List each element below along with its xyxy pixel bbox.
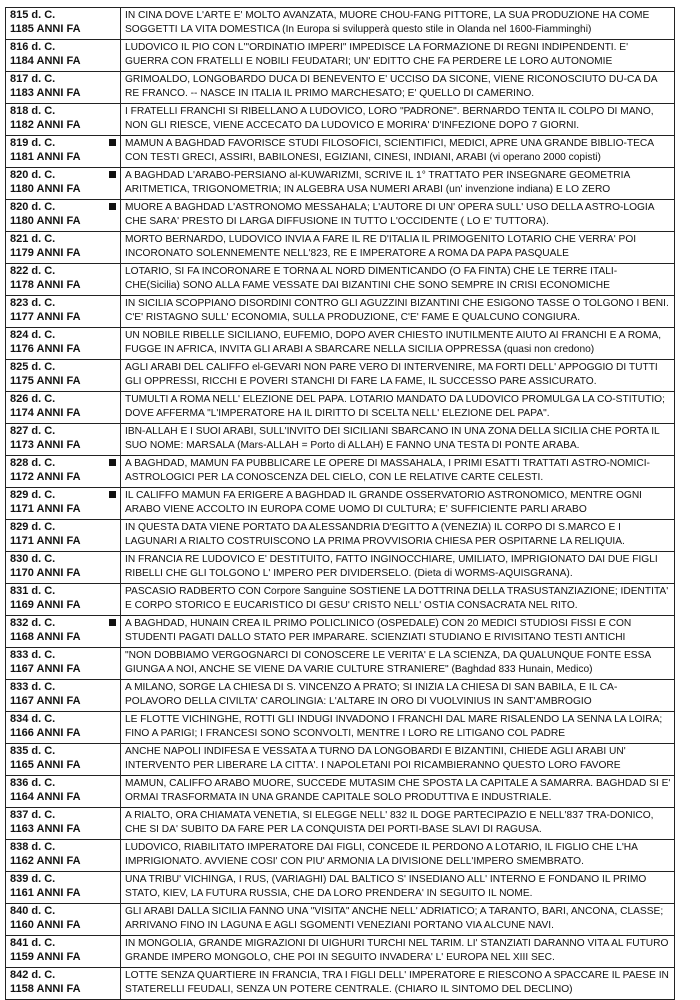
event-cell — [121, 104, 675, 136]
year-label: 833 d. C. — [10, 649, 56, 661]
event-cell — [121, 168, 675, 200]
event-text: GLI ARABI DALLA SICILIA FANNO UNA "VISITA" ANCHE NELL' ADRIATICO; A TARANTO, BARI, ANCONA, CLASSE; ARRIVANO FINO IN LAGUNA E AGLI SGOMENTI VENEZIANI PORTANO VIA ALCUNE NAVI. — [125, 906, 664, 931]
table-row — [6, 616, 675, 648]
event-cell — [121, 296, 675, 328]
event-text: UN NOBILE RIBELLE SICILIANO, EUFEMIO, DOPO AVER CHIESTO INUTILMENTE AIUTO AI FRANCHI E A ROMA, FUGGE IN AFRICA, INVITA GLI ARABI A SBARCARE NELLA SICILIA OPPRESSA (quasi non credono) — [125, 330, 662, 355]
years-ago-label: 1175 ANNI FA — [10, 374, 81, 387]
event-cell — [121, 488, 675, 520]
years-ago-label: 1161 ANNI FA — [10, 886, 81, 899]
years-ago-label: 1167 ANNI FA — [10, 694, 81, 707]
event-cell — [121, 616, 675, 648]
years-ago-label: 1170 ANNI FA — [10, 566, 81, 579]
bullet-marker-icon — [109, 459, 116, 466]
years-ago-label: 1180 ANNI FA — [10, 214, 81, 227]
table-row — [6, 712, 675, 744]
event-text: IN CINA DOVE L'ARTE E' MOLTO AVANZATA, MUORE CHOU-FANG PITTORE, LA SUA PRODUZIONE HA COME SOGGETTI LA VITA DOMESTICA (In Europa si svilupperà questo stile in Olanda nel 1600-Fiamminghi) — [125, 10, 650, 35]
table-row — [6, 328, 675, 360]
years-ago-label: 1182 ANNI FA — [10, 118, 81, 131]
event-cell — [121, 776, 675, 808]
table-row — [6, 776, 675, 808]
event-text: GRIMOALDO, LONGOBARDO DUCA DI BENEVENTO E' UCCISO DA SICONE, VIENE RICONOSCIUTO DU-CA DA RE FRANCO. -- NASCE IN ITALIA IL PRIMO MARCHESATO; E' QUELLO DI CAMERINO. — [125, 74, 657, 99]
event-text: LUDOVICO, RIABILITATO IMPERATORE DAI FIGLI, CONCEDE IL PERDONO A LOTARIO, IL FIGLIO CHE L'HA IMPRIGIONATO. AVVIENE COSI' CON PIU' ARMONIA LA DIVISIONE DELL'IMPERO SMEMBRATO. — [125, 842, 638, 867]
year-label: 839 d. C. — [10, 873, 56, 885]
year-label: 824 d. C. — [10, 329, 56, 341]
event-cell — [121, 712, 675, 744]
event-text: A MILANO, SORGE LA CHIESA DI S. VINCENZO A PRATO; SI INIZIA LA CHIESA DI SAN BABILA, E IL CA-POLAVORO DELLA CIVILTA' CAROLINGIA: L'ALTARE IN ORO DI VUOLVINIUS IN SANT'AMBROGIO — [125, 682, 618, 707]
date-cell — [6, 168, 121, 200]
event-text: IN MONGOLIA, GRANDE MIGRAZIONI DI UIGHURI TURCHI NEL TARIM. LI' STANZIATI DARANNO VITA AL FUTURO GRANDE IMPERO MONGOLO, CHE POI IN SEGUITO INVADERA' L' EUROPA NEL XIII SEC. — [125, 938, 669, 963]
year-label: 838 d. C. — [10, 841, 56, 853]
bullet-marker-icon — [109, 139, 116, 146]
date-cell — [6, 808, 121, 840]
bullet-marker-icon — [109, 203, 116, 210]
table-row — [6, 456, 675, 488]
table-row — [6, 264, 675, 296]
year-label: 826 d. C. — [10, 393, 56, 405]
date-cell — [6, 552, 121, 584]
date-cell — [6, 424, 121, 456]
event-cell — [121, 40, 675, 72]
event-cell — [121, 904, 675, 936]
date-cell — [6, 296, 121, 328]
table-row — [6, 584, 675, 616]
table-row — [6, 8, 675, 40]
date-cell — [6, 936, 121, 968]
years-ago-label: 1183 ANNI FA — [10, 86, 81, 99]
year-label: 821 d. C. — [10, 233, 56, 245]
event-cell — [121, 584, 675, 616]
table-row — [6, 904, 675, 936]
years-ago-label: 1165 ANNI FA — [10, 758, 81, 771]
event-text: AGLI ARABI DEL CALIFFO el-GEVARI NON PARE VERO DI INTERVENIRE, MA FORTI DELL' APPOGGIO DI TUTTI GLI OPPRESSI, RICCHI E POVERI STANCHI DI FARE LA FAME, IL SUCCESSO PARE ASSICURATO. — [125, 362, 658, 387]
event-cell — [121, 520, 675, 552]
year-label: 816 d. C. — [10, 41, 56, 53]
years-ago-label: 1169 ANNI FA — [10, 598, 81, 611]
year-label: 837 d. C. — [10, 809, 56, 821]
chronology-rows — [6, 8, 675, 1000]
year-label: 818 d. C. — [10, 105, 56, 117]
event-cell — [121, 680, 675, 712]
event-text: IN FRANCIA RE LUDOVICO E' DESTITUITO, FATTO INGINOCCHIARE, UMILIATO, IMPRIGIONATO DAI DUE FIGLI RIBELLI CHE GLI TOLGONO L' IMPERO PER DIVIDERSELO. (Dieta di WORMS-AQUISGRANA). — [125, 554, 658, 579]
year-label: 820 d. C. — [10, 201, 56, 213]
bullet-marker-icon — [109, 491, 116, 498]
table-row — [6, 872, 675, 904]
event-text: IL CALIFFO MAMUN FA ERIGERE A BAGHDAD IL GRANDE OSSERVATORIO ASTRONOMICO, MENTRE OGNI ARABO VIENE ACCOLTO IN EUROPA COME UOMO DI CULTURA; E' SUFFICIENTE PARLI ARABO — [125, 490, 643, 515]
date-cell — [6, 680, 121, 712]
year-label: 831 d. C. — [10, 585, 56, 597]
year-label: 822 d. C. — [10, 265, 56, 277]
years-ago-label: 1180 ANNI FA — [10, 182, 81, 195]
table-row — [6, 392, 675, 424]
event-cell — [121, 328, 675, 360]
years-ago-label: 1171 ANNI FA — [10, 534, 81, 547]
years-ago-label: 1172 ANNI FA — [10, 470, 81, 483]
years-ago-label: 1176 ANNI FA — [10, 342, 81, 355]
year-label: 817 d. C. — [10, 73, 56, 85]
year-label: 830 d. C. — [10, 553, 56, 565]
years-ago-label: 1158 ANNI FA — [10, 982, 81, 995]
event-text: A RIALTO, ORA CHIAMATA VENETIA, SI ELEGGE NELL' 832 IL DOGE PARTECIPAZIO E NELL'837 TRA-DONICO, CHE SI DA' SUBITO DA FARE PER LA CONQUISTA DEI PORTI-BASE SLAVI DI RAGUSA. — [125, 810, 654, 835]
event-cell — [121, 72, 675, 104]
event-cell — [121, 200, 675, 232]
event-text: A BAGHDAD, MAMUN FA PUBBLICARE LE OPERE DI MASSAHALA, I PRIMI ESATTI TRATTATI ASTRO-NOMICI-ASTROLOGICI PER LA CONOSCENZA DEL CIELO, CON LE RELATIVE CARTE CELESTI. — [125, 458, 650, 483]
date-cell — [6, 872, 121, 904]
event-cell — [121, 552, 675, 584]
event-text: UNA TRIBU' VICHINGA, I RUS, (VARIAGHI) DAL BALTICO S' INSEDIANO ALL' INTERNO E FONDANO IL PRIMO STATO, KIEV, LA FUTURA RUSSIA, CHE DA LORO PRENDERA' IN SEGUITO IL NOME. — [125, 874, 647, 899]
table-row — [6, 744, 675, 776]
year-label: 820 d. C. — [10, 169, 56, 181]
event-cell — [121, 936, 675, 968]
year-label: 841 d. C. — [10, 937, 56, 949]
table-row — [6, 552, 675, 584]
years-ago-label: 1181 ANNI FA — [10, 150, 81, 163]
years-ago-label: 1160 ANNI FA — [10, 918, 81, 931]
event-text: "NON DOBBIAMO VERGOGNARCI DI CONOSCERE LE VERITA' E LA SCIENZA, DA QUALUNQUE FONTE ESSA GIUNGA A NOI, ANCHE SE VIENE DA VARIE CULTURE STRANIERE" (Baghdad 833 Hunain, Medico) — [125, 650, 651, 675]
years-ago-label: 1168 ANNI FA — [10, 630, 81, 643]
table-row — [6, 136, 675, 168]
event-text: LOTARIO, SI FA INCORONARE E TORNA AL NORD DIMENTICANDO (O FA FINTA) CHE LE TERRE ITALI-CHE(Sicilia) SONO ALLA FAME VESSATE DAI BIZANTINI CHE SONO SEMPRE IN CRISI ECONOMICHE — [125, 266, 618, 291]
table-row — [6, 232, 675, 264]
event-text: MAMUN, CALIFFO ARABO MUORE, SUCCEDE MUTASIM CHE SPOSTA LA CAPITALE A SAMARRA. BAGHDAD SI E' ORMAI TRASFORMATA IN UNA GRANDE CAPITALE SOLO PRODUTTIVA E INDUSTRIALE. — [125, 778, 671, 803]
date-cell — [6, 72, 121, 104]
table-row — [6, 488, 675, 520]
date-cell — [6, 392, 121, 424]
table-row — [6, 840, 675, 872]
year-label: 827 d. C. — [10, 425, 56, 437]
table-row — [6, 360, 675, 392]
date-cell — [6, 776, 121, 808]
date-cell — [6, 840, 121, 872]
year-label: 840 d. C. — [10, 905, 56, 917]
year-label: 815 d. C. — [10, 9, 56, 21]
date-cell — [6, 264, 121, 296]
year-label: 829 d. C. — [10, 489, 56, 501]
year-label: 835 d. C. — [10, 745, 56, 757]
table-row — [6, 424, 675, 456]
event-cell — [121, 872, 675, 904]
years-ago-label: 1163 ANNI FA — [10, 822, 81, 835]
bullet-marker-icon — [109, 171, 116, 178]
date-cell — [6, 968, 121, 1000]
years-ago-label: 1162 ANNI FA — [10, 854, 81, 867]
date-cell — [6, 616, 121, 648]
event-text: IN SICILIA SCOPPIANO DISORDINI CONTRO GLI AGUZZINI BIZANTINI CHE ESIGONO TASSE O TOLGONO I BENI. C'E' RISTAGNO SULL' ECONOMIA, SULLA PRODUZIONE, C'E' FAME E QUALCUNO CONGIURA. — [125, 298, 669, 323]
years-ago-label: 1185 ANNI FA — [10, 22, 81, 35]
year-label: 834 d. C. — [10, 713, 56, 725]
year-label: 833 d. C. — [10, 681, 56, 693]
year-label: 842 d. C. — [10, 969, 56, 981]
event-cell — [121, 840, 675, 872]
event-cell — [121, 136, 675, 168]
date-cell — [6, 456, 121, 488]
event-cell — [121, 8, 675, 40]
date-cell — [6, 648, 121, 680]
date-cell — [6, 904, 121, 936]
table-row — [6, 104, 675, 136]
event-text: TUMULTI A ROMA NELL' ELEZIONE DEL PAPA. LOTARIO MANDATO DA LUDOVICO PROMULGA LA CO-STITUTIO; DOVE AFFERMA "L'IMPERATORE HA IL DIRITTO DI SCELTA NELL' ELEZIONE DEL PAPA". — [125, 394, 665, 419]
table-row — [6, 680, 675, 712]
event-text: IN QUESTA DATA VIENE PORTATO DA ALESSANDRIA D'EGITTO A (VENEZIA) IL CORPO DI S.MARCO E I LAGUNARI A RIALTO COSTRUISCONO LA PRIMA PROVVISORIA CHIESA PER OSPITARNE LA RELIQUIA. — [125, 522, 625, 547]
years-ago-label: 1164 ANNI FA — [10, 790, 81, 803]
event-text: LE FLOTTE VICHINGHE, ROTTI GLI INDUGI INVADONO I FRANCHI DAL MARE RISALENDO LA SENNA LA LOIRA; FINO A PARIGI; I FRANCESI SONO SCONVOLTI, MENTRE I LORO RE LITIGANO COL PADRE — [125, 714, 663, 739]
event-text: LOTTE SENZA QUARTIERE IN FRANCIA, TRA I FIGLI DELL' IMPERATORE E RIESCONO A SPACCARE IL PAESE IN STATERELLI FEUDALI, SENZA UN POTERE CENTRALE. (CHIARO IL SINTOMO DEL DECLINO) — [125, 970, 669, 995]
table-row — [6, 168, 675, 200]
date-cell — [6, 488, 121, 520]
event-text: ANCHE NAPOLI INDIFESA E VESSATA A TURNO DA LONGOBARDI E BIZANTINI, CHIEDE AGLI ARABI UN' INTERVENTO PER LIBERARE LA CITTA'. I NAPOLETANI POI RICAMBIERANNO QUESTO LORO FAVORE — [125, 746, 626, 771]
event-cell — [121, 360, 675, 392]
event-text: LUDOVICO IL PIO CON L'"ORDINATIO IMPERI" IMPEDISCE LA FORMAZIONE DI REGNI INDIPENDENTI. E' GUERRA CON FRATELLI E NOBILI FEUDATARI; UN' EDITTO CHE FA PERDERE LE LORO AUTONOMIE — [125, 42, 629, 67]
event-cell — [121, 392, 675, 424]
years-ago-label: 1159 ANNI FA — [10, 950, 81, 963]
table-row — [6, 296, 675, 328]
event-cell — [121, 808, 675, 840]
event-text: MORTO BERNARDO, LUDOVICO INVIA A FARE IL RE D'ITALIA IL PRIMOGENITO LOTARIO CHE VERRA' POI INCORONATO SOLENNEMENTE NELL'823, RE E IMPERATORE A ROMA DA PAPA PASQUALE — [125, 234, 637, 259]
year-label: 825 d. C. — [10, 361, 56, 373]
table-row — [6, 648, 675, 680]
event-cell — [121, 232, 675, 264]
bullet-marker-icon — [109, 619, 116, 626]
table-row — [6, 40, 675, 72]
year-label: 829 d. C. — [10, 521, 56, 533]
event-cell — [121, 264, 675, 296]
event-cell — [121, 456, 675, 488]
table-row — [6, 520, 675, 552]
date-cell — [6, 40, 121, 72]
chronology-table — [5, 7, 675, 1000]
event-text: MUORE A BAGHDAD L'ASTRONOMO MESSAHALA; L'AUTORE DI UN' OPERA SULL' USO DELLA ASTRO-LOGIA CHE SARA' PRESTO DI LARGA DIFFUSIONE IN TUTTO L'OCCIDENTE ( LO E' TUTTORA). — [125, 202, 654, 227]
event-text: IBN-ALLAH E I SUOI ARABI, SULL'INVITO DEI SICILIANI SBARCANO IN UNA ZONA DELLA SICILIA CHE PORTA IL SUO NOME: MARSALA (Mars-ALLAH = Porto di ALLAH) E FANNO UNA TESTA DI PONTE ARABA. — [125, 426, 660, 451]
event-cell — [121, 968, 675, 1000]
table-row — [6, 936, 675, 968]
date-cell — [6, 520, 121, 552]
years-ago-label: 1174 ANNI FA — [10, 406, 81, 419]
event-text: A BAGHDAD L'ARABO-PERSIANO al-KUWARIZMI, SCRIVE IL 1° TRATTATO PER INSEGNARE GEOMETRIA ARITMETICA, TRIGONOMETRIA; IN ALGEBRA USA NUMERI ARABI (un' invenzione indiana) E LO ZERO — [125, 170, 630, 195]
date-cell — [6, 744, 121, 776]
years-ago-label: 1177 ANNI FA — [10, 310, 81, 323]
table-row — [6, 808, 675, 840]
date-cell — [6, 200, 121, 232]
date-cell — [6, 712, 121, 744]
date-cell — [6, 584, 121, 616]
event-cell — [121, 424, 675, 456]
years-ago-label: 1173 ANNI FA — [10, 438, 81, 451]
event-cell — [121, 648, 675, 680]
date-cell — [6, 136, 121, 168]
event-cell — [121, 744, 675, 776]
event-text: A BAGHDAD, HUNAIN CREA IL PRIMO POLICLINICO (OSPEDALE) CON 20 MEDICI STUDIOSI FISSI E CON STUDENTI PAGATI DALLO STATO PER IMPARARE. SCIENZIATI STUDIANO E RIVISITANO TESTI ANTICHI — [125, 618, 632, 643]
event-text: MAMUN A BAGHDAD FAVORISCE STUDI FILOSOFICI, SCIENTIFICI, MEDICI, APRE UNA GRANDE BIBLIO-TECA CON TESTI GRECI, ASSIRI, BABILONESI, EGIZIANI, CINESI, INDIANI, ARABI (vi operano 2000 copisti) — [125, 138, 654, 163]
year-label: 832 d. C. — [10, 617, 56, 629]
years-ago-label: 1179 ANNI FA — [10, 246, 81, 259]
years-ago-label: 1171 ANNI FA — [10, 502, 81, 515]
date-cell — [6, 328, 121, 360]
event-text: I FRATELLI FRANCHI SI RIBELLANO A LUDOVICO, LORO "PADRONE". BERNARDO TENTA IL COLPO DI MANO, NON GLI RIESCE, VIENE ACCECATO DA LUDOVICO E MORIRA' D'INFEZIONE DOPO 7 GIORNI. — [125, 106, 654, 131]
years-ago-label: 1184 ANNI FA — [10, 54, 81, 67]
year-label: 819 d. C. — [10, 137, 56, 149]
years-ago-label: 1167 ANNI FA — [10, 662, 81, 675]
year-label: 828 d. C. — [10, 457, 56, 469]
date-cell — [6, 360, 121, 392]
table-row — [6, 968, 675, 1000]
date-cell — [6, 232, 121, 264]
years-ago-label: 1166 ANNI FA — [10, 726, 81, 739]
date-cell — [6, 104, 121, 136]
years-ago-label: 1178 ANNI FA — [10, 278, 81, 291]
event-text: PASCASIO RADBERTO CON Corpore Sanguine SOSTIENE LA DOTTRINA DELLA TRASUSTANZIAZIONE; IDENTITA' E CORPO STORICO E EUCARISTICO DI GESU' CRISTO NELL' OSTIA CONSACRATA NEL RITO. — [125, 586, 669, 611]
table-row — [6, 72, 675, 104]
year-label: 823 d. C. — [10, 297, 56, 309]
table-row — [6, 200, 675, 232]
date-cell — [6, 8, 121, 40]
year-label: 836 d. C. — [10, 777, 56, 789]
